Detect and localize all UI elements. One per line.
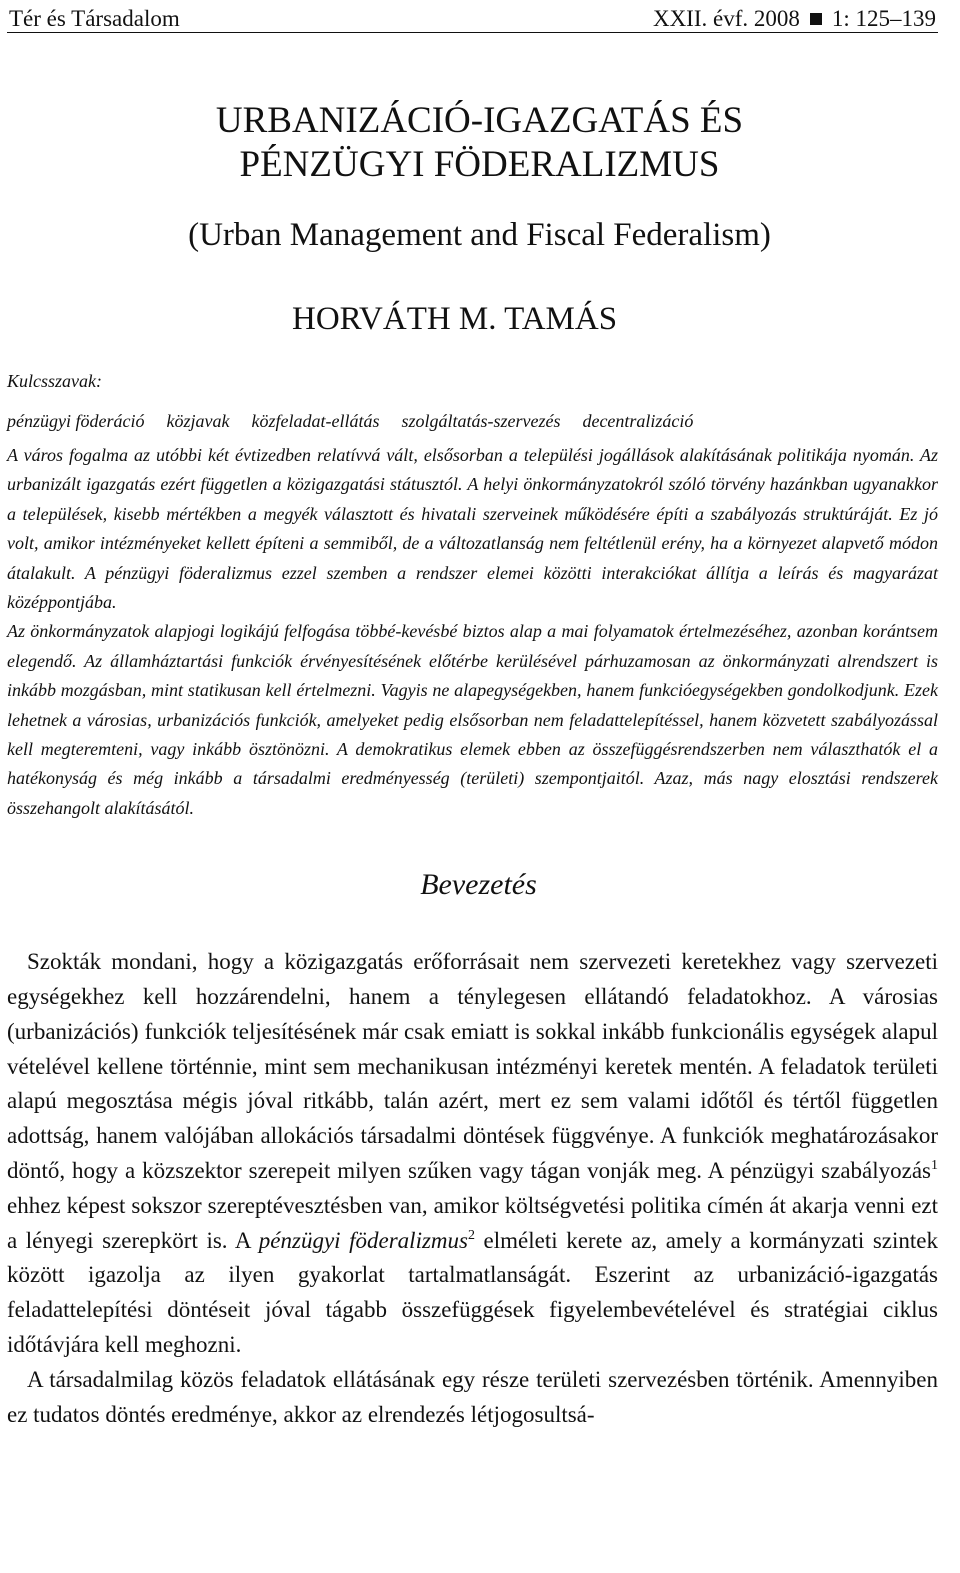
keywords-list [7,409,938,433]
issue-info [653,6,936,32]
issue-pages: 1: 125–139 [831,6,936,31]
article-title [7,99,938,187]
square-bullet-icon [810,13,822,25]
body-paragraph-1 [7,945,938,1363]
body-text [7,945,938,1432]
body-text-run: Szokták mondani, hogy a közigazgatás erőforrásait nem szervezeti keretekhez vagy szervezeti egységekhez kell hozzárendelni, hanem a ténylegesen ellátandó feladatokhoz. A városias (urbanizációs) funkciók teljesítésének már csak emiatt is sokkal inkább funkcionális egységek alapul vételével kellene történnie, mint sem mechanikusan intézményi keretek mentén. A feladatok területi alapú megosztása mégis jóval ritkább, talán azért, mert ez sem valami időtől és tértől független adottság, hanem valójában allokációs társadalmi döntések függvénye. A funkciók meghatározásakor döntő, hogy a közszektor szerepeit milyen szűken vagy tágan vonják meg. A pénzügyi szabályozás [7,949,938,1184]
abstract-paragraph-1: A város fogalma az utóbbi két évtizedben relatívvá vált, elsősorban a települési jogállások alakításának politikája nyomán. Az urbanizált igazgatás ezért független a közigazgatási státusztól. A helyi önkormányzatokról szóló törvény hazánkban ugyanakkor a települések, kisebb mértékben a megyék választott és hivatali szerveinek működésére építi a szabályozás struktúráját. Ez jó volt, amikor intézményeket kellett építeni a semmiből, de a változatlanság nem feltétlenül erény, ha a környezet alapvető módon átalakult. A pénzügyi föderalizmus ezzel szemben a rendszer elemei közötti interakciókat állítja a leírás és magyarázat középpontjába. [7,445,938,613]
keyword-item: közfeladat-ellátás [251,411,380,431]
keywords-label: Kulcsszavak: [7,371,102,391]
keyword-item: decentralizáció [582,411,694,431]
title-line-2: PÉNZÜGYI FÖDERALIZMUS [239,144,720,185]
author-name: HORVÁTH M. TAMÁS [292,301,618,337]
english-title: (Urban Management and Fiscal Federalism) [188,217,771,253]
footnote-ref-1[interactable]: 1 [931,1158,938,1174]
abstract [7,441,938,823]
footnote-ref-2[interactable]: 2 [467,1227,475,1243]
italic-term: pénzügyi föderalizmus [258,1227,468,1253]
issue-volume: XXII. évf. 2008 [652,6,800,31]
keyword-item: szolgáltatás-szervezés [401,411,561,431]
body-paragraph-2: A társadalmilag közös feladatok ellátásának egy része területi szervezésben történik. Amennyiben ez tudatos döntés eredménye, akkor az elrendezés létjogosultsá- [7,1366,938,1427]
keyword-item: közjavak [166,411,230,431]
abstract-paragraph-2: Az önkormányzatok alapjogi logikájú felfogása többé-kevésbé biztos alap a mai folyamatok értelmezéséhez, azonban korántsem elegendő. Az államháztartási funkciók érvényesítésének előtérbe kerülésével párhuzamosan az önkormányzati alrendszert is inkább mozgásban, mint statikusan kell értelmezni. Vagyis ne alapegységekben, hanem funkcióegységekben gondolkodjunk. Ezek lehetnek a városias, urbanizációs funkciók, amelyeket pedig elsősorban nem feladattelepítéssel, hanem közvetett szabályozással kell megteremteni, vagy inkább ösztönözni. A demokratikus elemek ebben az összefüggésrendszerben nem választhatók el a hatékonyság és még inkább a társadalmi eredményesség (területi) szempontjaitól. Azaz, más nagy elosztási rendszerek összehangolt alakításától. [7,621,938,818]
body-text-run: ehhez képest sokszor szereptévesztésben van, amikor költségvetési politika címén át akarja venni ezt a lényegi szerepkört is. A [7,1192,938,1253]
body-text-run: elméleti kerete az, amely a kormányzati szintek között igazolja az ilyen gyakorlat tartalmatlanságát. Eszerint az urbanizáció-igazgatás feladattelepítési döntéseit jóval tágabb összefüggések figyelembevételével és stratégiai ciklus időtávjára kell meghozni. [7,1227,938,1358]
journal-name: Tér és Társadalom [9,6,180,31]
keyword-item: pénzügyi föderáció [7,411,145,431]
running-header [7,0,938,33]
title-line-1: URBANIZÁCIÓ-IGAZGATÁS ÉS [215,100,744,141]
section-heading: Bevezetés [420,868,537,902]
